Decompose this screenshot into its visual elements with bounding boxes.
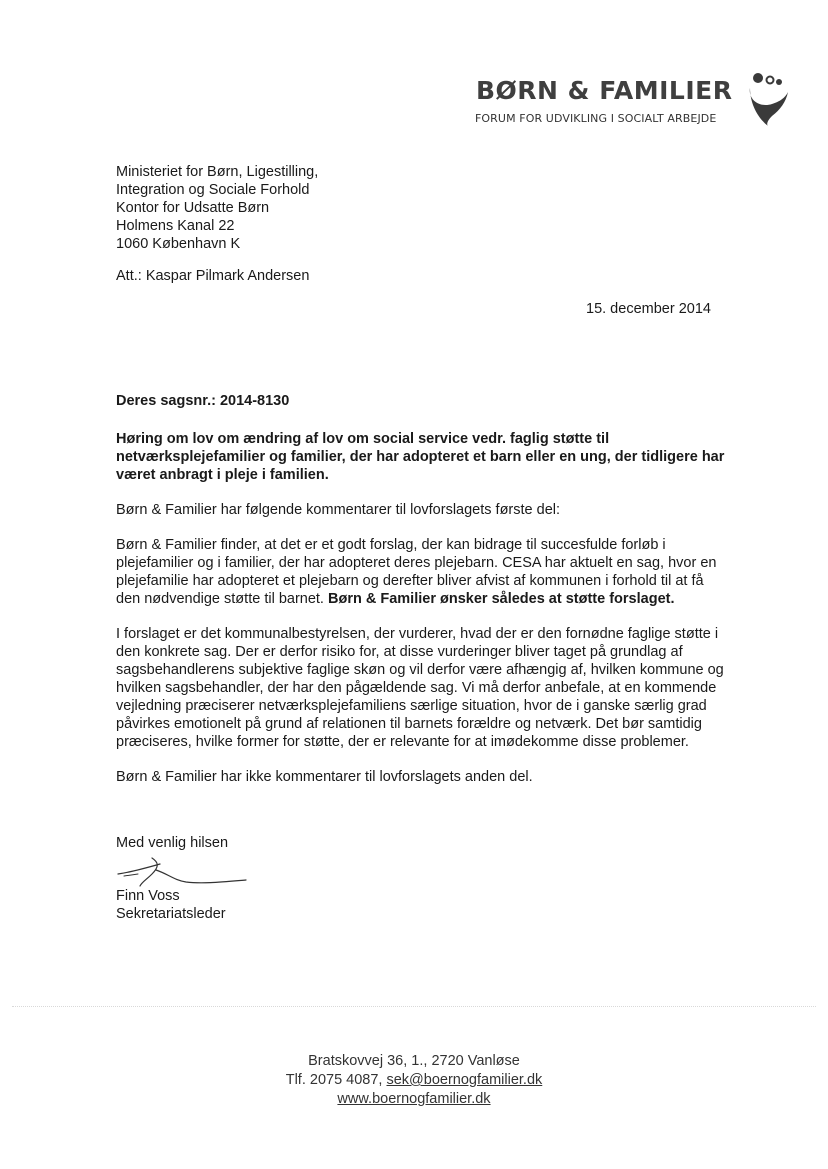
footer-contact	[214, 1071, 614, 1090]
recipient-address	[116, 163, 318, 253]
intro-paragraph: Børn & Familier har følgende kommentarer til lovforslagets første del:	[116, 502, 561, 518]
recipient-line: Kontor for Udsatte Børn	[116, 200, 270, 216]
signer-title: Sekretariatsleder	[116, 906, 226, 922]
signer-name: Finn Voss	[116, 888, 180, 904]
figures-logo-icon	[746, 70, 792, 126]
letter-body	[116, 392, 726, 803]
footer-address: Bratskovvej 36, 1., 2720 Vanløse	[308, 1053, 520, 1069]
attention-line: Att.: Kaspar Pilmark Andersen	[116, 268, 310, 284]
email-link[interactable]: sek@boernogfamilier.dk	[386, 1072, 543, 1088]
footer-phone: Tlf. 2075 4087,	[285, 1072, 387, 1088]
logo-title: BØRN & FAMILIER	[476, 76, 733, 105]
case-number: Deres sagsnr.: 2014-8130	[116, 393, 290, 409]
logo-subtitle: FORUM FOR UDVIKLING I SOCIALT ARBEJDE	[475, 112, 717, 125]
footer	[214, 1052, 614, 1109]
signer-block	[116, 887, 226, 923]
website-link[interactable]: www.boernogfamilier.dk	[337, 1091, 491, 1107]
recipient-line: Integration og Sociale Forhold	[116, 182, 310, 198]
organization-logo	[470, 70, 800, 130]
recipient-line: Holmens Kanal 22	[116, 218, 235, 234]
recipient-line: 1060 København K	[116, 236, 241, 252]
closing-salutation: Med venlig hilsen	[116, 835, 229, 851]
handwritten-signature	[112, 852, 252, 892]
paragraph-1	[116, 536, 726, 608]
letter-date: 15. december 2014	[586, 301, 711, 317]
letter-subject: Høring om lov om ændring af lov om social service vedr. faglig støtte til netværksplejefamilier og familier, der har adopteret et barn eller en ung, der tidligere har været anbragt i pleje i familien.	[116, 431, 725, 483]
paragraph-1-text: Børn & Familier finder, at det er et godt forslag, der kan bidrage til succesfulde forløb i plejefamilier og i familier, der har adopteret deres plejebarn. CESA har aktuelt en sag, hvor en plejefamilie har adopteret et plejebarn og derefter bliver afvist af kommunen i forhold til at få den nødvendige støtte til barnet.	[116, 537, 717, 607]
paragraph-1-emphasis: Børn & Familier ønsker således at støtte forslaget.	[328, 591, 675, 607]
paragraph-3: Børn & Familier har ikke kommentarer til lovforslagets anden del.	[116, 769, 533, 785]
recipient-line: Ministeriet for Børn, Ligestilling,	[116, 164, 319, 180]
paragraph-2: I forslaget er det kommunalbestyrelsen, der vurderer, hvad der er den fornødne faglige støtte i den konkrete sag. Der er derfor risiko for, at disse vurderinger bliver taget på grundlag af sagsbehandlerens subjektive faglige skøn og vil derfor være afhængig af, hvilken kommune og hvilken sagsbehandler, der har den pågældende sag. Vi må derfor anbefale, at en kommende vejledning præciserer netværksplejefamiliens særlige situation, hvor de i ganske særlig grad påvirkes emotionelt på grund af relationen til barnets forældre og netværk. Det bør samtidig præciseres, hvilke former for støtte, der er relevante for at imødekomme disse problemer.	[116, 626, 724, 750]
footer-divider	[12, 1006, 816, 1007]
